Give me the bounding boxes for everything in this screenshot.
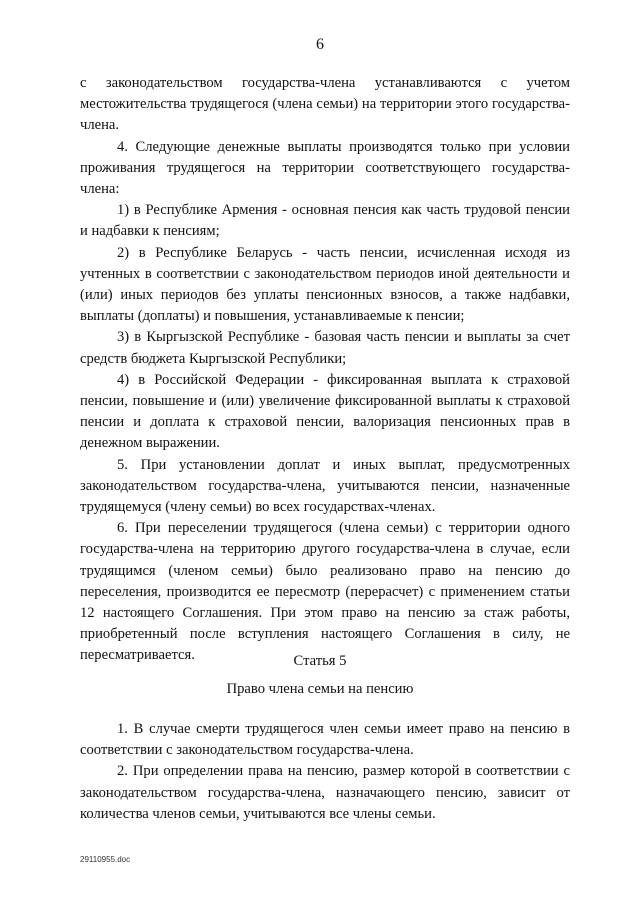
- article-paragraph-2: 2. При определении права на пенсию, размер которой в соответствии с законодательством государства-члена, назначающего пенсию, зависит от количества членов семьи, учитываются все члены семьи.: [80, 763, 570, 822]
- footer-file-name: 29110955.doc: [80, 855, 131, 864]
- paragraph-subitem-armenia: 1) в Республике Армения - основная пенсия как часть трудовой пенсии и надбавки к пенсиям;: [80, 202, 570, 240]
- article-title: Статья 5: [293, 653, 347, 669]
- paragraph-subitem-belarus: 2) в Республике Беларусь - часть пенсии, исчисленная исходя из учтенных в соответствии с законодательством периодов иной деятельности и (или) иных периодов без уплаты пенсионных взносов, а также надбавки, выплаты (доплаты) и повышения, устанавливаемые к пенсии;: [80, 244, 570, 325]
- document-body: [80, 73, 570, 667]
- article-subtitle: Право члена семьи на пенсию: [226, 681, 414, 697]
- article-body: [80, 719, 570, 825]
- article-paragraph-1: 1. В случае смерти трудящегося член семьи имеет право на пенсию в соответствии с законодательством государства-члена.: [80, 721, 570, 759]
- paragraph-item-5: 5. При установлении доплат и иных выплат, предусмотренных законодательством государства-члена, учитываются пенсии, назначенные трудящемуся (члену семьи) во всех государствах-членах.: [80, 456, 570, 516]
- page-number: 6: [316, 36, 324, 53]
- paragraph-subitem-kyrgyzstan: 3) в Кыргызской Республике - базовая часть пенсии и выплаты за счет средств бюджета Кыргызской Республики;: [80, 329, 570, 367]
- paragraph-item-6: 6. При переселении трудящегося (члена семьи) с территории одного государства-члена на территорию другого государства-члена в случае, если трудящимся (членом семьи) было реализовано право на пенсию до переселения, производится ее пересмотр (перерасчет) с применением статьи 12 настоящего Соглашения. При этом право на пенсию за стаж работы, приобретенный после вступления настоящего Соглашения в силу, не пересматривается.: [80, 520, 570, 664]
- paragraph-subitem-russia: 4) в Российской Федерации - фиксированная выплата к страховой пенсии, повышение и (или) увеличение фиксированной выплаты к страховой пенсии и доплата к страховой пенсии, валоризация пенсионных прав в денежном выражении.: [80, 371, 570, 452]
- paragraph-continuation: с законодательством государства-члена устанавливаются с учетом местожительства трудящегося (члена семьи) на территории этого государства-члена.: [80, 75, 570, 134]
- paragraph-item-4: 4. Следующие денежные выплаты производятся только при условии проживания трудящегося на территории соответствующего государства-члена:: [80, 138, 570, 198]
